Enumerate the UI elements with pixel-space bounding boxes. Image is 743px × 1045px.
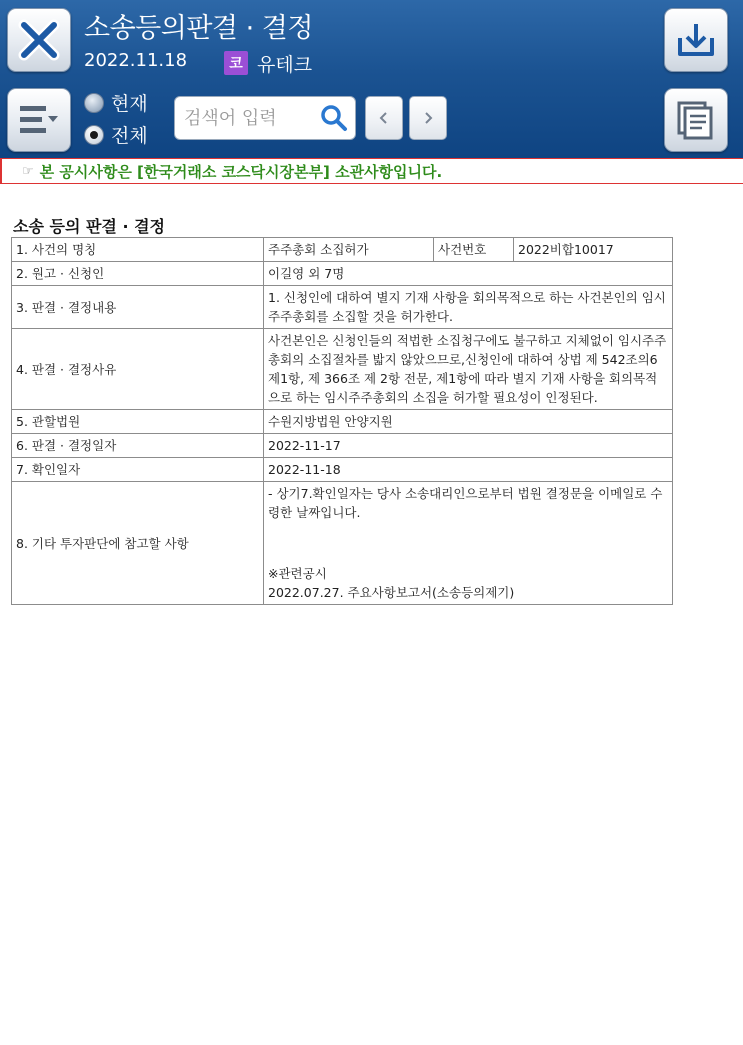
close-icon [15,16,63,64]
radio-all-circle[interactable] [84,125,104,145]
search-input[interactable] [184,98,322,138]
app-header [0,0,743,158]
pointing-hand-icon: ☞ [22,163,34,179]
table-row [12,482,673,605]
ruling-reason-label: 4. 판결 · 결정사유 [12,329,264,410]
other-info-label: 8. 기타 투자판단에 참고할 사항 [12,482,264,605]
table-row [12,434,673,458]
plaintiff-value: 이길영 외 7명 [264,262,673,286]
prev-result-button[interactable] [365,96,403,140]
ruling-date-label: 6. 판결 · 결정일자 [12,434,264,458]
table-row [12,458,673,482]
radio-all-label: 전체 [111,125,148,147]
table-row [12,329,673,410]
menu-icon [16,100,62,140]
court-label: 5. 관할법원 [12,410,264,434]
pages-icon [673,97,719,143]
notice-edge [0,159,2,183]
ruling-date-value: 2022-11-17 [264,434,673,458]
ruling-content-value: 1. 신청인에 대하여 별지 기재 사항을 회의목적으로 하는 사건본인의 임시주주총회를 소집할 것을 허가한다. [264,286,673,329]
confirm-date-value: 2022-11-18 [264,458,673,482]
radio-current-circle[interactable] [84,93,104,113]
other-info-line: - 상기7.확인일자는 당사 소송대리인으로부터 법원 결정문을 이메일로 수령한 날짜입니다. [268,486,663,520]
download-icon [674,18,718,62]
related-disclosure-item: 2022.07.27. 주요사항보고서(소송등의제기) [268,585,515,600]
company-name: 유테크 [257,54,313,76]
related-disclosure-heading: ※관련공시 [268,566,327,581]
chevron-left-icon [377,110,391,126]
ruling-table [11,237,673,605]
spacer [268,522,668,564]
notice-text: 본 공시사항은 [한국거래소 코스닥시장본부] 소관사항입니다. [39,162,443,181]
disclosure-date: 2022.11.18 [84,50,188,71]
market-badge: 코 [224,51,248,75]
menu-button[interactable] [7,88,71,152]
confirm-date-label: 7. 확인일자 [12,458,264,482]
other-info-value [264,482,673,605]
page-title: 소송등의판결 · 결정 [84,13,313,44]
case-number-value: 2022비합10017 [514,238,673,262]
search-box [174,96,356,140]
table-row [12,286,673,329]
case-name-value: 주주총회 소집허가 [264,238,434,262]
close-button[interactable] [7,8,71,72]
court-value: 수원지방법원 안양지원 [264,410,673,434]
next-result-button[interactable] [409,96,447,140]
table-row [12,238,673,262]
ruling-content-label: 3. 판결 · 결정내용 [12,286,264,329]
radio-all[interactable] [84,121,148,148]
case-name-label: 1. 사건의 명칭 [12,238,264,262]
plaintiff-label: 2. 원고 · 신청인 [12,262,264,286]
chevron-right-icon [421,110,435,126]
table-row [12,410,673,434]
case-number-label: 사건번호 [434,238,514,262]
section-title: 소송 등의 판결 · 결정 [13,217,166,236]
ruling-reason-value: 사건본인은 신청인들의 적법한 소집청구에도 불구하고 지체없이 임시주주총회의 소집절차를 밟지 않았으므로,신청인에 대하여 상법 제 542조의6제1항, 제 366조 제 2항 전문, 제1항에 따라 별지 기재 사항을 회의목적으로 하는 임시주주총회의 소집을 허가할 필요성이 인정된다. [264,329,673,410]
radio-current-label: 현재 [111,93,148,115]
download-button[interactable] [664,8,728,72]
radio-current[interactable] [84,89,148,116]
table-row [12,262,673,286]
jurisdiction-notice [0,158,743,184]
search-icon[interactable] [319,103,349,133]
document-list-button[interactable] [664,88,728,152]
